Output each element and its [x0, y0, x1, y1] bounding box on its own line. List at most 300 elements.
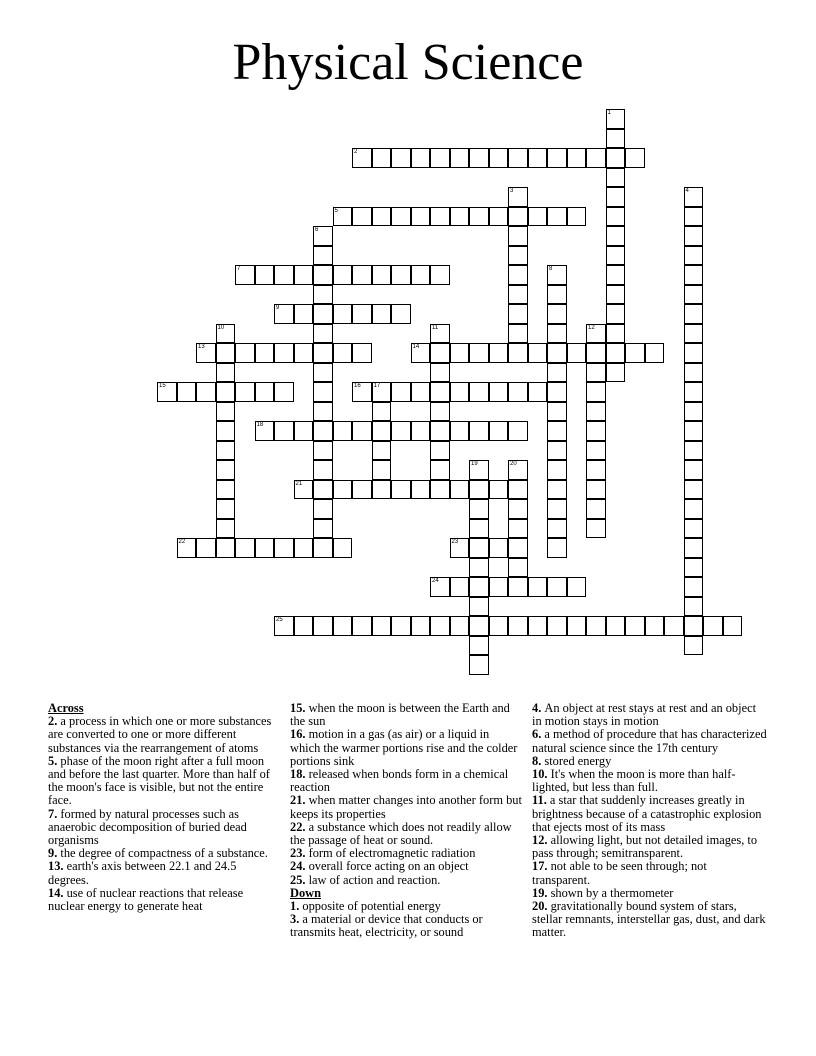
grid-cell[interactable]: [294, 421, 314, 441]
grid-cell[interactable]: [430, 343, 450, 363]
clue-number: 21: [295, 480, 303, 487]
grid-cell[interactable]: [352, 421, 372, 441]
grid-cell[interactable]: [216, 363, 236, 383]
grid-cell[interactable]: [216, 324, 236, 344]
grid-cell[interactable]: [391, 304, 411, 324]
grid-cell[interactable]: [528, 343, 548, 363]
grid-cell[interactable]: [216, 421, 236, 441]
grid-cell[interactable]: [547, 363, 567, 383]
grid-cell[interactable]: [508, 577, 528, 597]
grid-cell[interactable]: [372, 460, 392, 480]
grid-cell[interactable]: [313, 343, 333, 363]
grid-cell[interactable]: [411, 343, 431, 363]
clue-number-label: 17: [532, 859, 545, 874]
grid-cell[interactable]: [684, 304, 704, 324]
grid-cell[interactable]: [547, 343, 567, 363]
clue-text: when matter changes into another form but keeps its properties: [290, 793, 522, 821]
grid-cell[interactable]: [469, 207, 489, 227]
clue-number: 24: [432, 578, 439, 584]
clue-item: [48, 860, 280, 886]
grid-cell[interactable]: [352, 265, 372, 285]
grid-cell[interactable]: [684, 499, 704, 519]
grid-cell[interactable]: [508, 207, 528, 227]
grid-cell[interactable]: [528, 577, 548, 597]
grid-cell[interactable]: [469, 558, 489, 578]
grid-cell[interactable]: [255, 343, 275, 363]
grid-cell[interactable]: [547, 519, 567, 539]
grid-cell[interactable]: [352, 148, 372, 168]
grid-cell[interactable]: [489, 480, 509, 500]
grid-cell[interactable]: [586, 421, 606, 441]
grid-cell[interactable]: [216, 538, 236, 558]
grid-cell[interactable]: [567, 148, 587, 168]
grid-cell[interactable]: [547, 577, 567, 597]
grid-cell[interactable]: [586, 363, 606, 383]
grid-cell[interactable]: [508, 558, 528, 578]
grid-cell[interactable]: [333, 343, 353, 363]
grid-cell[interactable]: [606, 109, 626, 129]
grid-cell[interactable]: [294, 538, 314, 558]
grid-cell[interactable]: [313, 499, 333, 519]
grid-cell[interactable]: [313, 480, 333, 500]
grid-cell[interactable]: [606, 616, 626, 636]
grid-cell[interactable]: [567, 616, 587, 636]
grid-cell[interactable]: [333, 304, 353, 324]
grid-cell[interactable]: [469, 148, 489, 168]
grid-cell[interactable]: [606, 363, 626, 383]
grid-cell[interactable]: [430, 265, 450, 285]
grid-cell[interactable]: [684, 285, 704, 305]
clue-dot: .: [54, 753, 61, 768]
grid-cell[interactable]: [333, 265, 353, 285]
grid-cell[interactable]: [469, 499, 489, 519]
grid-cell[interactable]: [684, 519, 704, 539]
grid-cell[interactable]: [528, 616, 548, 636]
grid-cell[interactable]: [684, 636, 704, 656]
grid-cell[interactable]: [411, 148, 431, 168]
grid-cell[interactable]: [274, 616, 294, 636]
grid-cell[interactable]: [684, 441, 704, 461]
grid-cell[interactable]: [684, 363, 704, 383]
grid-cell[interactable]: [684, 558, 704, 578]
grid-cell[interactable]: [508, 226, 528, 246]
grid-cell[interactable]: [586, 402, 606, 422]
grid-cell[interactable]: [684, 421, 704, 441]
grid-cell[interactable]: [391, 616, 411, 636]
grid-cell[interactable]: [411, 207, 431, 227]
grid-cell[interactable]: [684, 246, 704, 266]
grid-cell[interactable]: [235, 538, 255, 558]
grid-cell[interactable]: [372, 441, 392, 461]
grid-cell[interactable]: [216, 480, 236, 500]
grid-cell[interactable]: [684, 265, 704, 285]
grid-cell[interactable]: [684, 460, 704, 480]
grid-cell[interactable]: [547, 460, 567, 480]
grid-cell[interactable]: [469, 538, 489, 558]
grid-cell[interactable]: [469, 597, 489, 617]
grid-cell[interactable]: [333, 480, 353, 500]
grid-cell[interactable]: [469, 577, 489, 597]
clue-text: gravitationally bound system of stars, stellar remnants, interstellar gas, dust, and dark matter.: [532, 899, 766, 940]
grid-cell[interactable]: [606, 187, 626, 207]
grid-cell[interactable]: [216, 499, 236, 519]
grid-cell[interactable]: [313, 324, 333, 344]
grid-cell[interactable]: [469, 460, 489, 480]
grid-cell[interactable]: [469, 655, 489, 675]
clue-item: [532, 702, 768, 728]
grid-cell[interactable]: [489, 207, 509, 227]
grid-cell[interactable]: [567, 343, 587, 363]
grid-cell[interactable]: [216, 343, 236, 363]
grid-cell[interactable]: [372, 421, 392, 441]
grid-cell[interactable]: [567, 207, 587, 227]
grid-cell[interactable]: [216, 519, 236, 539]
grid-cell[interactable]: [508, 499, 528, 519]
clue-number-label: 1: [290, 899, 297, 914]
grid-cell[interactable]: [606, 265, 626, 285]
grid-cell[interactable]: [508, 519, 528, 539]
grid-cell[interactable]: [450, 207, 470, 227]
grid-cell[interactable]: [723, 616, 743, 636]
grid-cell[interactable]: [547, 382, 567, 402]
grid-cell[interactable]: [528, 148, 548, 168]
grid-cell[interactable]: [469, 636, 489, 656]
grid-cell[interactable]: [255, 538, 275, 558]
grid-cell[interactable]: [430, 207, 450, 227]
grid-cell[interactable]: [430, 363, 450, 383]
grid-cell[interactable]: [411, 382, 431, 402]
grid-cell[interactable]: [352, 480, 372, 500]
grid-cell[interactable]: [684, 343, 704, 363]
grid-cell[interactable]: [352, 304, 372, 324]
grid-cell[interactable]: [430, 577, 450, 597]
grid-cell[interactable]: [489, 616, 509, 636]
grid-cell[interactable]: [547, 148, 567, 168]
grid-cell[interactable]: [255, 421, 275, 441]
grid-cell[interactable]: [469, 343, 489, 363]
grid-cell[interactable]: [489, 382, 509, 402]
grid-cell[interactable]: [606, 285, 626, 305]
grid-cell[interactable]: [567, 577, 587, 597]
grid-cell[interactable]: [352, 343, 372, 363]
grid-cell[interactable]: [450, 538, 470, 558]
grid-cell[interactable]: [216, 402, 236, 422]
grid-cell[interactable]: [235, 382, 255, 402]
grid-cell[interactable]: [450, 577, 470, 597]
grid-cell[interactable]: [313, 304, 333, 324]
grid-cell[interactable]: [508, 343, 528, 363]
grid-cell[interactable]: [586, 499, 606, 519]
grid-cell[interactable]: [586, 382, 606, 402]
grid-cell[interactable]: [684, 577, 704, 597]
grid-cell[interactable]: [372, 402, 392, 422]
grid-cell[interactable]: [352, 207, 372, 227]
grid-cell[interactable]: [391, 265, 411, 285]
grid-cell[interactable]: [508, 187, 528, 207]
grid-cell[interactable]: [664, 616, 684, 636]
grid-cell[interactable]: [606, 324, 626, 344]
grid-cell[interactable]: [606, 226, 626, 246]
grid-cell[interactable]: [255, 382, 275, 402]
grid-cell[interactable]: [352, 616, 372, 636]
grid-cell[interactable]: [274, 421, 294, 441]
clue-number-label: 10: [532, 767, 545, 782]
grid-cell[interactable]: [684, 402, 704, 422]
grid-cell[interactable]: [508, 304, 528, 324]
grid-cell[interactable]: [411, 421, 431, 441]
grid-cell[interactable]: [508, 148, 528, 168]
grid-cell[interactable]: [430, 441, 450, 461]
grid-cell[interactable]: [333, 538, 353, 558]
grid-cell[interactable]: [489, 538, 509, 558]
grid-cell[interactable]: [547, 441, 567, 461]
grid-cell[interactable]: [469, 616, 489, 636]
clue-number-label: 18: [290, 767, 303, 782]
grid-cell[interactable]: [625, 616, 645, 636]
clue-text: law of action and reaction.: [308, 872, 441, 887]
grid-cell[interactable]: [333, 616, 353, 636]
grid-cell[interactable]: [508, 538, 528, 558]
grid-cell[interactable]: [508, 265, 528, 285]
grid-cell[interactable]: [313, 363, 333, 383]
grid-cell[interactable]: [274, 304, 294, 324]
clue-number: 2: [354, 149, 358, 155]
grid-cell[interactable]: [391, 148, 411, 168]
grid-cell[interactable]: [606, 304, 626, 324]
grid-cell[interactable]: [547, 421, 567, 441]
grid-cell[interactable]: [216, 441, 236, 461]
grid-cell[interactable]: [313, 402, 333, 422]
grid-cell[interactable]: [313, 246, 333, 266]
grid-cell[interactable]: [528, 207, 548, 227]
grid-cell[interactable]: [547, 265, 567, 285]
grid-cell[interactable]: [372, 480, 392, 500]
grid-cell[interactable]: [430, 324, 450, 344]
grid-cell[interactable]: [411, 480, 431, 500]
grid-cell[interactable]: [430, 460, 450, 480]
grid-cell[interactable]: [274, 538, 294, 558]
grid-cell[interactable]: [255, 265, 275, 285]
grid-cell[interactable]: [391, 480, 411, 500]
grid-cell[interactable]: [508, 421, 528, 441]
grid-cell[interactable]: [684, 226, 704, 246]
grid-cell[interactable]: [606, 343, 626, 363]
grid-cell[interactable]: [547, 285, 567, 305]
clue-item: [48, 887, 280, 913]
clue-number: 8: [549, 266, 553, 272]
grid-cell[interactable]: [372, 304, 392, 324]
grid-cell[interactable]: [684, 480, 704, 500]
grid-cell[interactable]: [177, 382, 197, 402]
clue-dot: .: [538, 753, 545, 768]
grid-cell[interactable]: [196, 343, 216, 363]
grid-cell[interactable]: [684, 538, 704, 558]
grid-cell[interactable]: [606, 129, 626, 149]
grid-cell[interactable]: [313, 285, 333, 305]
grid-cell[interactable]: [450, 421, 470, 441]
grid-cell[interactable]: [430, 148, 450, 168]
grid-cell[interactable]: [391, 207, 411, 227]
grid-cell[interactable]: [450, 480, 470, 500]
grid-cell[interactable]: [586, 519, 606, 539]
grid-cell[interactable]: [703, 616, 723, 636]
clue-number-label: 16: [290, 727, 303, 742]
grid-cell[interactable]: [547, 207, 567, 227]
grid-cell[interactable]: [508, 480, 528, 500]
grid-cell[interactable]: [294, 343, 314, 363]
grid-cell[interactable]: [684, 187, 704, 207]
grid-cell[interactable]: [684, 207, 704, 227]
grid-cell[interactable]: [489, 148, 509, 168]
grid-cell[interactable]: [606, 207, 626, 227]
clue-number-label: 21: [290, 793, 303, 808]
grid-cell[interactable]: [333, 207, 353, 227]
grid-cell[interactable]: [430, 616, 450, 636]
grid-cell[interactable]: [469, 519, 489, 539]
grid-cell[interactable]: [274, 265, 294, 285]
grid-cell[interactable]: [625, 148, 645, 168]
grid-cell[interactable]: [372, 265, 392, 285]
grid-cell[interactable]: [372, 207, 392, 227]
grid-cell[interactable]: [508, 382, 528, 402]
grid-cell[interactable]: [216, 460, 236, 480]
grid-cell[interactable]: [450, 343, 470, 363]
grid-cell[interactable]: [313, 265, 333, 285]
grid-cell[interactable]: [235, 265, 255, 285]
grid-cell[interactable]: [313, 538, 333, 558]
clue-number-label: 8: [532, 753, 539, 768]
grid-cell[interactable]: [313, 382, 333, 402]
grid-cell[interactable]: [391, 382, 411, 402]
clue-item: [48, 755, 280, 808]
grid-cell[interactable]: [606, 148, 626, 168]
grid-cell[interactable]: [469, 421, 489, 441]
grid-cell[interactable]: [508, 616, 528, 636]
grid-cell[interactable]: [645, 616, 665, 636]
page-title: Physical Science: [232, 34, 584, 91]
clue-number: 16: [354, 383, 361, 389]
clue-dot: .: [544, 885, 551, 900]
grid-cell[interactable]: [294, 304, 314, 324]
grid-cell[interactable]: [684, 324, 704, 344]
grid-cell[interactable]: [547, 616, 567, 636]
grid-cell[interactable]: [489, 343, 509, 363]
clue-item: [48, 808, 280, 848]
clue-number: 4: [685, 188, 689, 194]
grid-cell[interactable]: [606, 246, 626, 266]
grid-cell[interactable]: [313, 616, 333, 636]
grid-cell[interactable]: [450, 382, 470, 402]
grid-cell[interactable]: [489, 421, 509, 441]
grid-cell[interactable]: [313, 421, 333, 441]
grid-cell[interactable]: [430, 480, 450, 500]
grid-cell[interactable]: [586, 616, 606, 636]
grid-cell[interactable]: [294, 480, 314, 500]
clue-dot: .: [54, 806, 61, 821]
grid-cell[interactable]: [684, 616, 704, 636]
clue-number: 25: [276, 617, 283, 623]
grid-cell[interactable]: [294, 616, 314, 636]
grid-cell[interactable]: [450, 616, 470, 636]
grid-cell[interactable]: [333, 421, 353, 441]
grid-cell[interactable]: [430, 421, 450, 441]
clue-text: a substance which does not readily allow the passage of heat or sound.: [290, 819, 512, 848]
clue-item: [290, 728, 522, 768]
grid-cell[interactable]: [684, 597, 704, 617]
clue-dot: .: [60, 885, 67, 900]
grid-cell[interactable]: [294, 265, 314, 285]
grid-cell[interactable]: [196, 382, 216, 402]
grid-cell[interactable]: [586, 343, 606, 363]
grid-cell[interactable]: [313, 441, 333, 461]
grid-cell[interactable]: [684, 382, 704, 402]
grid-cell[interactable]: [586, 148, 606, 168]
grid-cell[interactable]: [216, 382, 236, 402]
grid-cell[interactable]: [489, 577, 509, 597]
grid-cell[interactable]: [196, 538, 216, 558]
grid-cell[interactable]: [411, 616, 431, 636]
grid-cell[interactable]: [469, 480, 489, 500]
grid-cell[interactable]: [372, 148, 392, 168]
grid-cell[interactable]: [586, 460, 606, 480]
grid-cell[interactable]: [372, 616, 392, 636]
grid-cell[interactable]: [235, 343, 255, 363]
grid-cell[interactable]: [274, 382, 294, 402]
clue-item: [290, 794, 522, 820]
grid-cell[interactable]: [391, 421, 411, 441]
grid-cell[interactable]: [430, 382, 450, 402]
clue-text: formed by natural processes such as anaerobic decomposition of buried dead organisms: [48, 806, 247, 848]
grid-cell[interactable]: [469, 382, 489, 402]
grid-cell[interactable]: [177, 538, 197, 558]
grid-cell[interactable]: [586, 480, 606, 500]
grid-cell[interactable]: [372, 382, 392, 402]
clue-number-label: 9: [48, 846, 55, 861]
grid-cell[interactable]: [508, 285, 528, 305]
grid-cell[interactable]: [547, 499, 567, 519]
grid-cell[interactable]: [508, 246, 528, 266]
grid-cell[interactable]: [586, 441, 606, 461]
grid-cell[interactable]: [313, 519, 333, 539]
grid-cell[interactable]: [352, 382, 372, 402]
clue-text: released when bonds form in a chemical reaction: [290, 767, 509, 795]
grid-cell[interactable]: [586, 324, 606, 344]
grid-cell[interactable]: [411, 265, 431, 285]
grid-cell[interactable]: [645, 343, 665, 363]
grid-cell[interactable]: [508, 324, 528, 344]
grid-cell[interactable]: [547, 402, 567, 422]
grid-cell[interactable]: [606, 168, 626, 188]
grid-cell[interactable]: [528, 382, 548, 402]
grid-cell[interactable]: [313, 226, 333, 246]
grid-cell[interactable]: [547, 324, 567, 344]
grid-cell[interactable]: [450, 148, 470, 168]
grid-cell[interactable]: [625, 343, 645, 363]
clue-text: earth's axis between 22.1 and 24.5 degrees.: [48, 859, 237, 887]
grid-cell[interactable]: [547, 480, 567, 500]
grid-cell[interactable]: [547, 538, 567, 558]
grid-cell[interactable]: [157, 382, 177, 402]
clue-item: [532, 768, 768, 794]
grid-cell[interactable]: [274, 343, 294, 363]
grid-cell[interactable]: [430, 402, 450, 422]
clue-number-label: 4: [532, 701, 539, 715]
clue-item: [290, 821, 522, 847]
clue-text: opposite of potential energy: [302, 899, 441, 914]
grid-cell[interactable]: [508, 460, 528, 480]
grid-cell[interactable]: [313, 460, 333, 480]
grid-cell[interactable]: [547, 304, 567, 324]
